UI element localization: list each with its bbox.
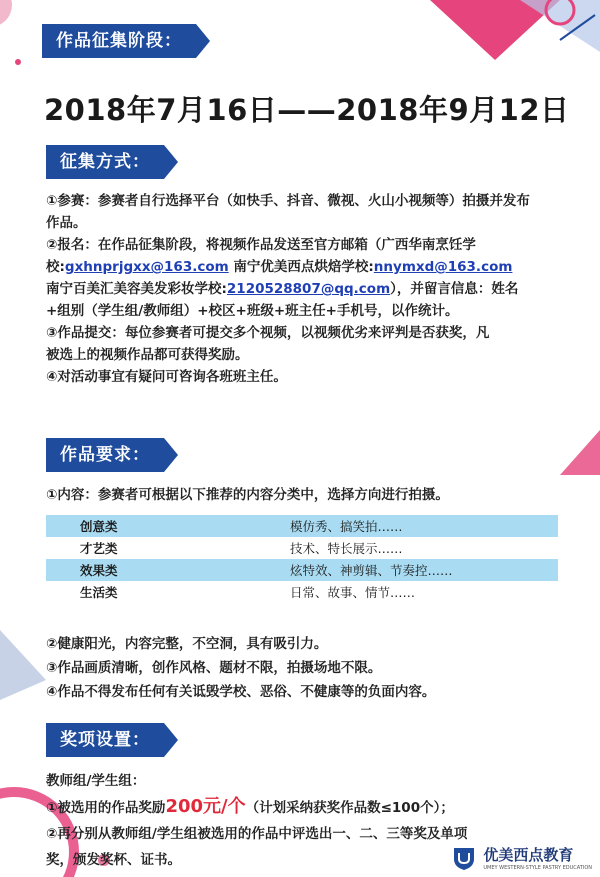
table-row: 效果类 炫特效、神剪辑、节奏控…… [46,559,558,581]
email-link[interactable]: nnymxd@163.com [373,259,513,275]
awards-text: 教师组/学生组： ①被选用的作品奖励200元/个（计划采纳获奖作品数≤100个）； ②再分别从教师组/学生组被选用的作品中评选出一、二、三等奖及单项 奖，颁发奖杯、证书。 [46,773,468,868]
corner-decoration-right [540,420,600,480]
collection-dates: 2018年7月16日——2018年9月12日 [44,93,570,127]
email-link[interactable]: gxhnprjgxx@163.com [64,259,229,275]
award-amount: 200元/个 [165,796,246,817]
collection-method-text: ①参赛：参赛者自行选择平台（如快手、抖音、微视、火山小视频等）拍摄并发布 作品。 ②报名：在作品征集阶段，将视频作品发送至官方邮箱（广西华南烹饪学 校:gxhnprjgxx@163.com 南宁优美西点烘焙学校:nnymxd@163.com 南宁百美汇美容美发彩妆学校:2120528807@qq.com），并留言信息：姓名 +组别（学生组/教师组）+校区+班级+班主任+手机号，以作统计。 ③作品提交：每位参赛者可提交多个视频，以视频优劣来评判是否获奖，凡 被选上的视频作品都可获得奖励。 ④对活动事宜有疑问可咨询各班班主任。 [46,193,530,385]
requirements-rules: ②健康阳光，内容完整，不空洞，具有吸引力。 ③作品画质清晰，创作风格、题材不限，拍摄场地不限。 ④作品不得发布任何有关诋毁学校、恶俗、不健康等的负面内容。 [46,636,436,700]
section-tag-awards: 奖项设置： [46,723,164,757]
section-tag-work-requirements: 作品要求： [46,438,164,472]
table-row: 创意类 模仿秀、搞笑拍…… [46,515,558,537]
shield-icon [451,845,477,871]
requirements-intro: ①内容：参赛者可根据以下推荐的内容分类中，选择方向进行拍摄。 [46,487,449,503]
table-row: 生活类 日常、故事、情节…… [80,585,416,600]
email-link[interactable]: 2120528807@qq.com [226,281,391,297]
table-row: 才艺类 技术、特长展示…… [80,541,403,556]
section-tag-collection-period: 作品征集阶段： [42,24,196,58]
category-table [46,515,558,603]
brand-logo: 优美西点教育 UMEY WESTERN-STYLE PASTRY EDUCATION [451,844,592,871]
section-tag-collection-method: 征集方式： [46,145,164,179]
